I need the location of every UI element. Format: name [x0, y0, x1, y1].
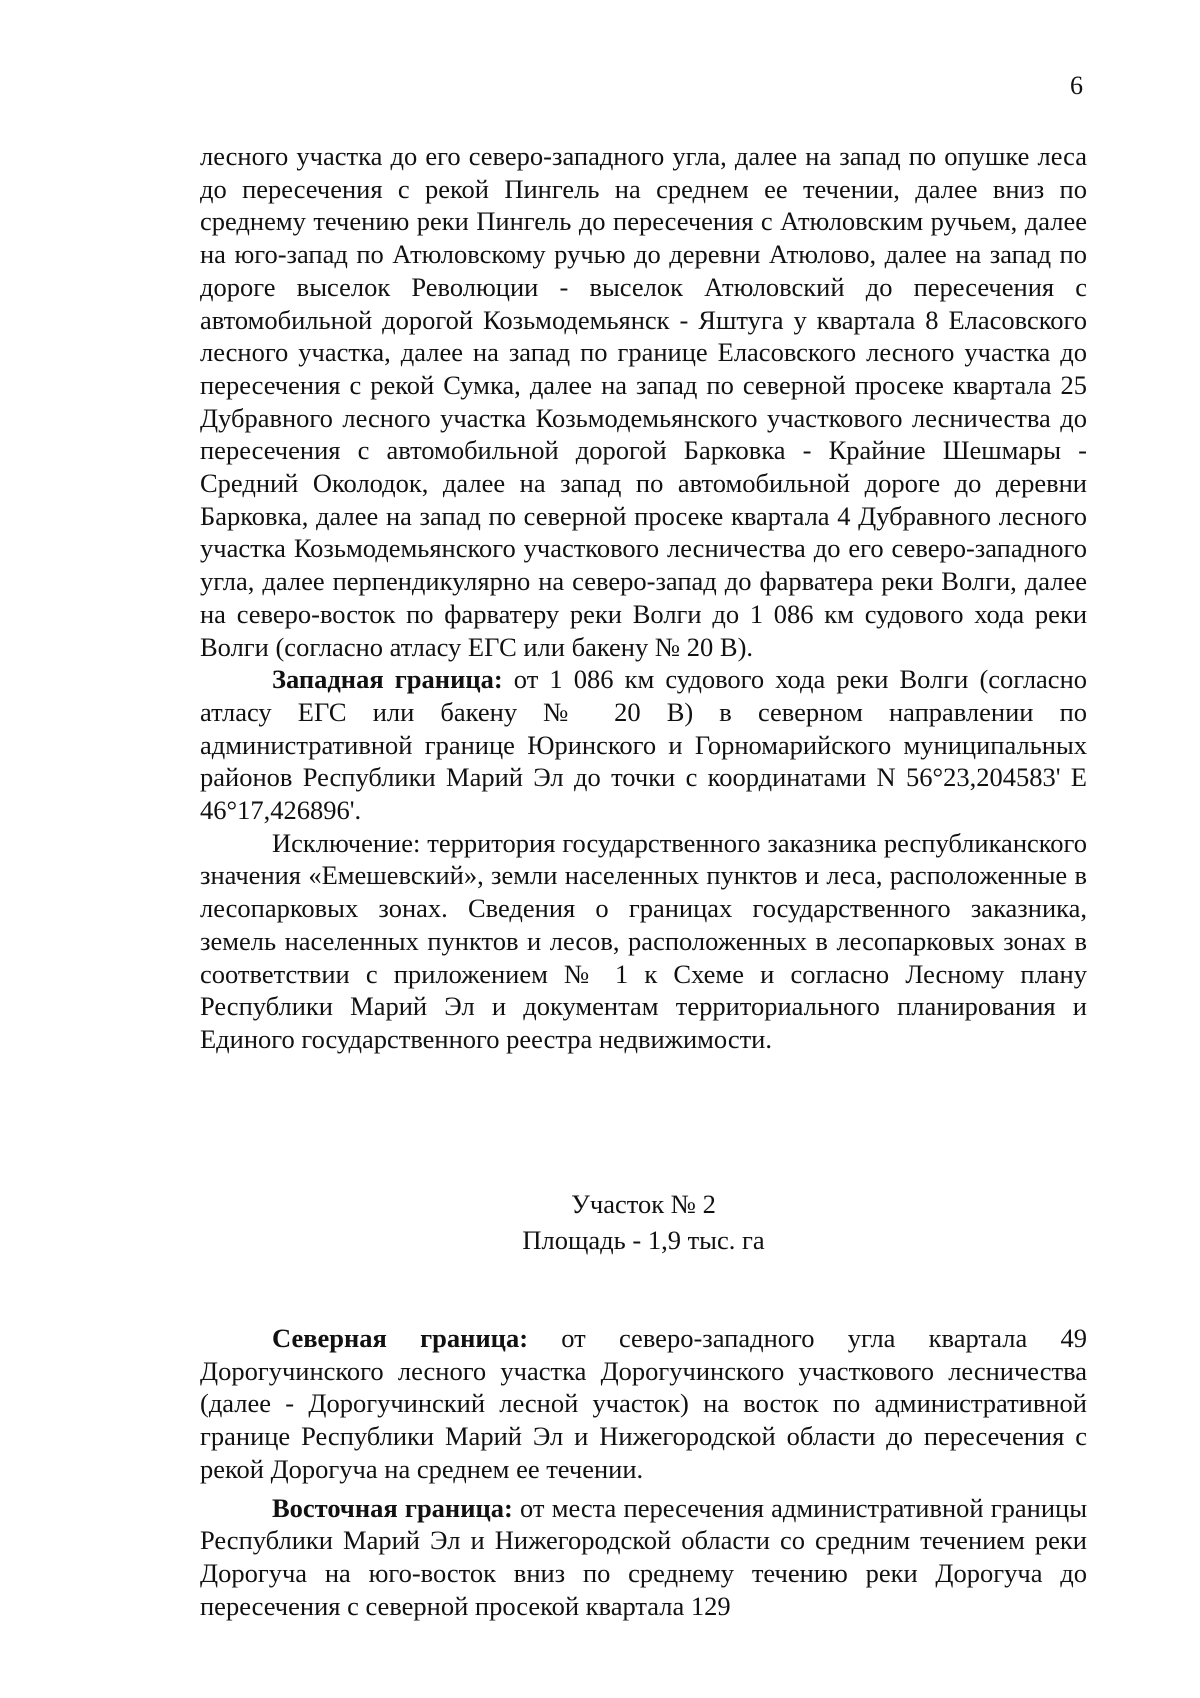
- page-number: 6: [1070, 71, 1083, 100]
- paragraph-west-border: [200, 663, 1087, 827]
- east-border-label: Восточная граница:: [272, 1492, 513, 1523]
- east-border-text: от места пересечения административной границы Республики Марий Эл и Нижегородской области со средним течением реки Дорогуча на юго-восток вниз по среднему течению реки Дорогуча до пересечения с северной просекой квартала 129: [200, 1492, 1088, 1621]
- paragraph-east-border: [200, 1492, 1087, 1623]
- section-area: Площадь - 1,9 тыс. га: [522, 1225, 765, 1255]
- document-body-part-1: [200, 140, 1087, 1056]
- paragraph-north-border: [200, 1322, 1087, 1486]
- north-border-text: от северо-западного угла квартала 49 Дорогучинского лесного участка Дорогучинского участкового лесничества (далее - Дорогучинский лесной участок) на восток по административной границе Республики Марий Эл и Нижегородской области до пересечения с рекой Дорогуча на среднем ее течении.: [200, 1323, 1087, 1484]
- west-border-label: Западная граница:: [272, 664, 503, 695]
- section-title: Участок № 2: [571, 1189, 716, 1219]
- north-border-label: Северная граница:: [272, 1323, 529, 1353]
- document-body-part-2: [200, 1322, 1087, 1622]
- paragraph-exception: Исключение: территория государственного заказника республиканского значения «Емешевский», земли населенных пунктов и леса, расположенные в лесопарковых зонах. Сведения о границах государственного заказника, земель населенных пунктов и лесов, расположенных в лесопарковых зонах в соответствии с приложением № 1 к Схеме и согласно Лесному плану Республики Марий Эл и документам территориального планирования и Единого государственного реестра недвижимости.: [200, 827, 1087, 1054]
- paragraph-continuation: лесного участка до его северо-западного угла, далее на запад по опушке леса до пересечения с рекой Пингель на среднем ее течении, далее вниз по среднему течению реки Пингель до пересечения с Атюловским ручьем, далее на юго-запад по Атюловскому ручью до деревни Атюлово, далее на запад по дороге выселок Революции - выселок Атюловский до пересечения с автомобильной дорогой Козьмодемьянск - Яштуга у квартала 8 Еласовского лесного участка, далее на запад по границе Еласовского лесного участка до пересечения с рекой Сумка, далее на запад по северной просеке квартала 25 Дубравного лесного участка Козьмодемьянского участкового лесничества до пересечения с автомобильной дорогой Барковка - Крайние Шешмары - Средний Околодок, далее на запад по автомобильной дороге до деревни Барковка, далее на запад по северной просеке квартала 4 Дубравного лесного участка Козьмодемьянского участкового лесничества до его северо-западного угла, далее перпендикулярно на северо-запад до фарватера реки Волги, далее на северо-восток по фарватеру реки Волги до 1 086 км судового хода реки Волги (согласно атласу ЕГС или бакену № 20 В).: [200, 141, 1087, 662]
- west-border-text: от 1 086 км судового хода реки Волги (согласно атласу ЕГС или бакену № 20 В) в северном направлении по административной границе Юринского и Горномарийского муниципальных районов Республики Марий Эл до точки с координатами N 56°23,204583' E 46°17,426896'.: [200, 664, 1087, 826]
